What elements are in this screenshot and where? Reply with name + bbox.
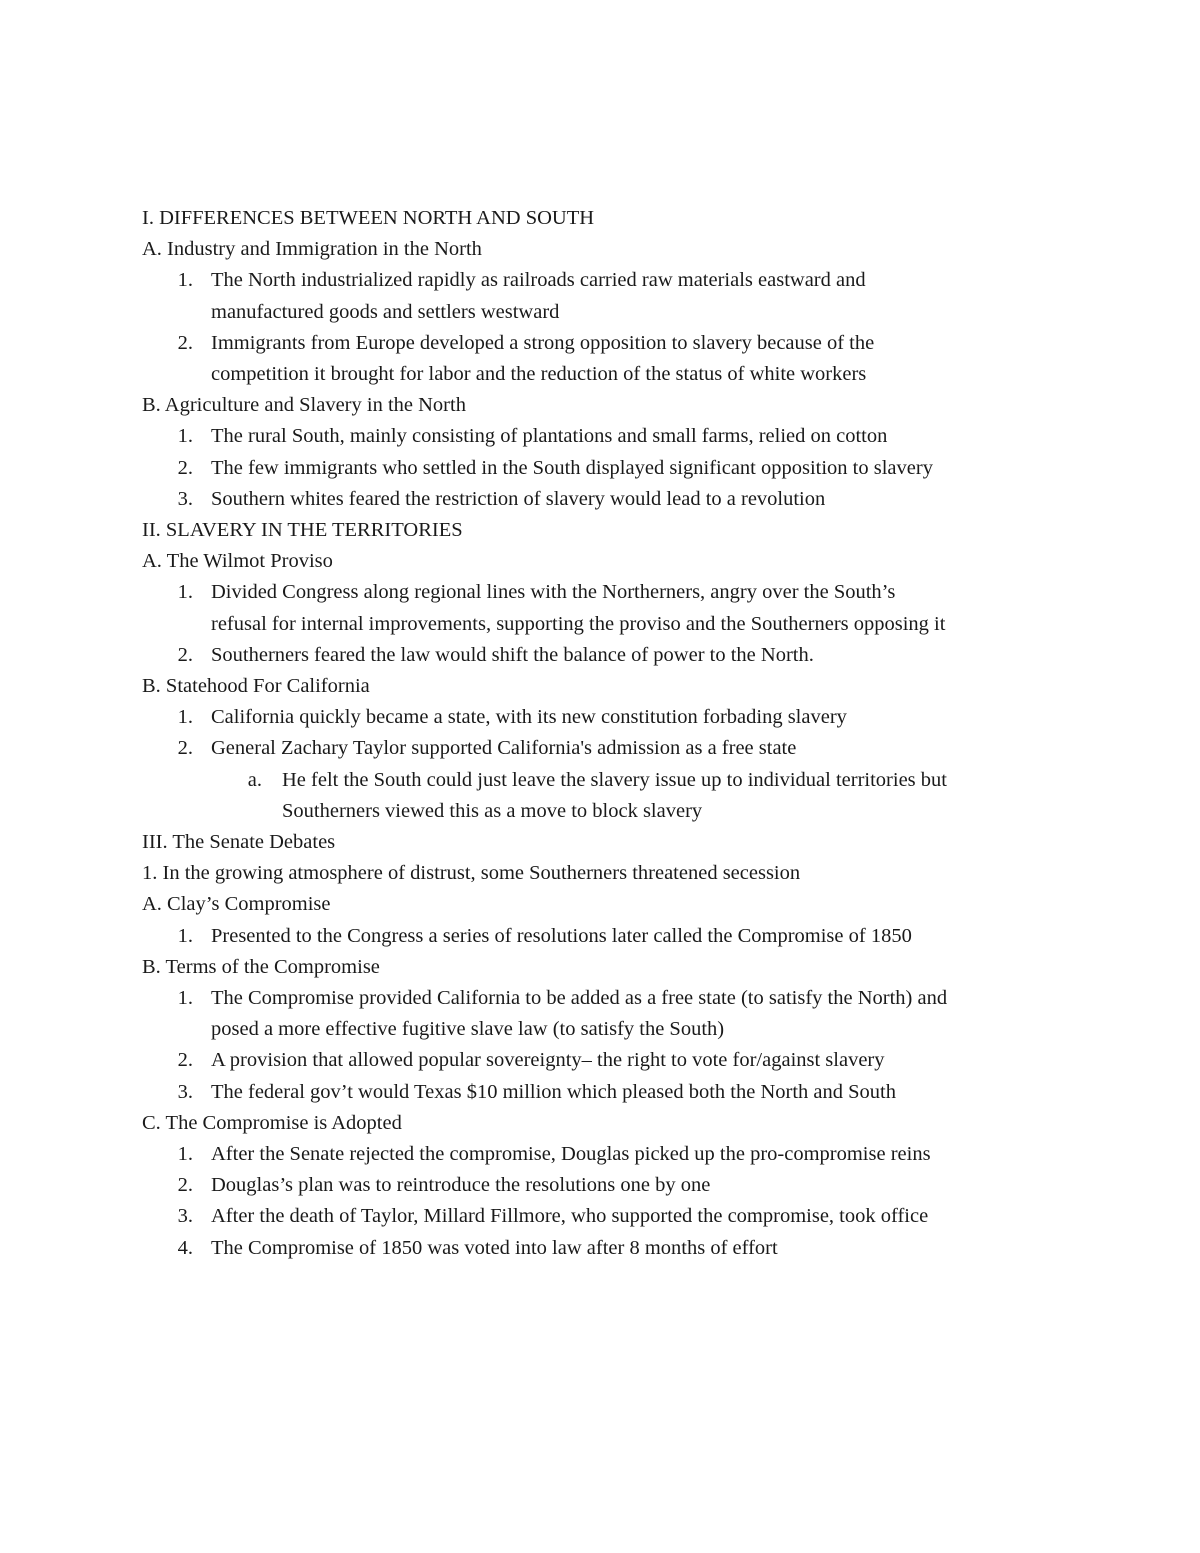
line-text: Divided Congress along regional lines with the Northerners, angry over the South’s	[211, 581, 896, 604]
line-text: A provision that allowed popular sovereignty– the right to vote for/against slavery	[211, 1049, 885, 1072]
list-marker: 3.	[177, 1205, 193, 1228]
line-text: He felt the South could just leave the slavery issue up to individual territories but	[282, 768, 947, 791]
list-marker: 2.	[177, 737, 193, 760]
line-text: California quickly became a state, with its new constitution forbading slavery	[211, 706, 847, 729]
list-marker: 2.	[177, 1049, 193, 1072]
line-text: manufactured goods and settlers westward	[211, 300, 560, 323]
line-text: Southerners feared the law would shift the balance of power to the North.	[211, 643, 814, 666]
line-text: A. Clay’s Compromise	[142, 893, 331, 916]
line-text: General Zachary Taylor supported California's admission as a free state	[211, 737, 797, 760]
line-text: After the death of Taylor, Millard Fillmore, who supported the compromise, took office	[211, 1205, 929, 1228]
line-text: competition it brought for labor and the reduction of the status of white workers	[211, 363, 867, 385]
list-marker: 1.	[177, 425, 193, 448]
list-marker: 1.	[177, 581, 193, 604]
line-text: refusal for internal improvements, supporting the proviso and the Southerners opposing it	[211, 612, 946, 635]
list-marker: 1.	[177, 924, 193, 947]
line-text: I. DIFFERENCES BETWEEN NORTH AND SOUTH	[142, 207, 595, 229]
line-text: C. The Compromise is Adopted	[142, 1111, 402, 1134]
line-text: Presented to the Congress a series of resolutions later called the Compromise of 1850	[211, 924, 912, 947]
line-text: Immigrants from Europe developed a strong opposition to slavery because of the	[211, 331, 875, 354]
line-text: B. Terms of the Compromise	[142, 955, 380, 978]
line-text: After the Senate rejected the compromise, Douglas picked up the pro-compromise reins	[211, 1143, 931, 1165]
line-text: The few immigrants who settled in the South displayed significant opposition to slavery	[211, 456, 933, 479]
line-text: II. SLAVERY IN THE TERRITORIES	[142, 519, 463, 541]
line-text: posed a more effective fugitive slave law (to satisfy the South)	[211, 1018, 725, 1041]
line-text: B. Agriculture and Slavery in the North	[142, 394, 466, 417]
line-text: A. Industry and Immigration in the North	[142, 238, 482, 261]
list-marker: 2.	[177, 643, 193, 666]
line-text: III. The Senate Debates	[142, 831, 336, 853]
line-text: The Compromise of 1850 was voted into law after 8 months of effort	[211, 1236, 778, 1259]
line-text: Southern whites feared the restriction of slavery would lead to a revolution	[211, 487, 826, 510]
line-text: The federal gov’t would Texas $10 million which pleased both the North and South	[211, 1080, 896, 1103]
line-text: A. The Wilmot Proviso	[142, 550, 333, 573]
line-text: The rural South, mainly consisting of plantations and small farms, relied on cotton	[211, 425, 888, 448]
list-marker: 1.	[177, 1143, 193, 1165]
list-marker: 3.	[177, 1080, 193, 1103]
list-marker: 2.	[177, 456, 193, 479]
list-marker: 4.	[177, 1236, 193, 1259]
line-text: The North industrialized rapidly as railroads carried raw materials eastward and	[211, 269, 866, 292]
list-marker: 1.	[177, 706, 193, 729]
list-marker: 2.	[177, 331, 193, 354]
list-marker: 2.	[177, 1174, 193, 1197]
line-text: 1. In the growing atmosphere of distrust, some Southerners threatened secession	[142, 862, 801, 885]
line-text: Douglas’s plan was to reintroduce the resolutions one by one	[211, 1174, 711, 1197]
list-marker: a.	[247, 768, 262, 791]
line-text: Southerners viewed this as a move to block slavery	[282, 799, 703, 822]
list-marker: 3.	[177, 487, 193, 510]
list-marker: 1.	[177, 269, 193, 292]
line-text: The Compromise provided California to be added as a free state (to satisfy the North) and	[211, 987, 948, 1009]
list-marker: 1.	[177, 987, 193, 1009]
line-text: B. Statehood For California	[142, 675, 370, 697]
